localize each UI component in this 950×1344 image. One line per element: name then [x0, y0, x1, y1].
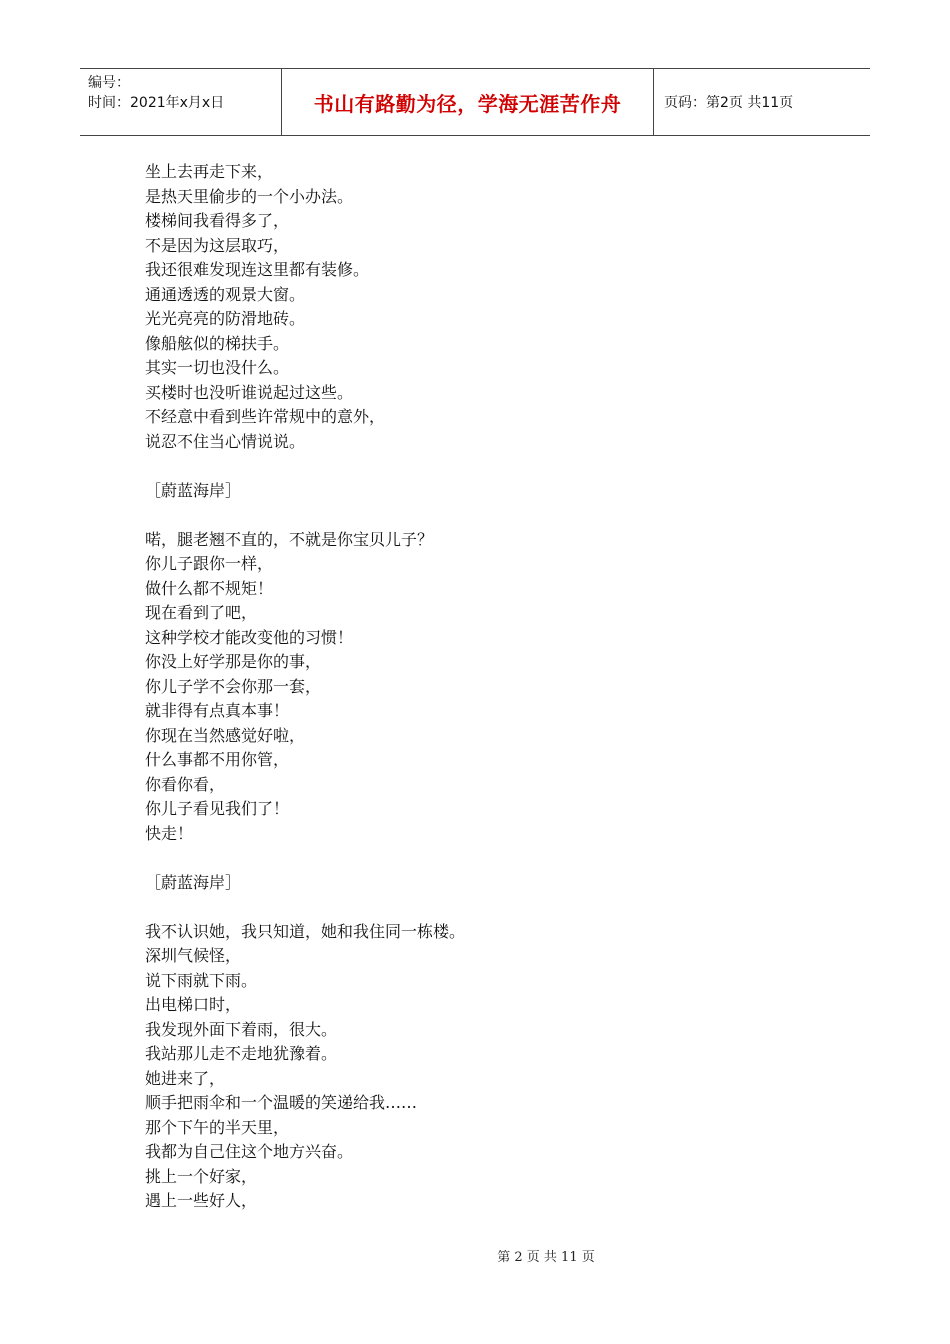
number-label: 编号： — [88, 75, 130, 91]
text-line: 通通透透的观景大窗。 — [145, 284, 306, 304]
paragraph-gap — [145, 454, 845, 479]
text-line: 挑上一个好家， — [145, 1166, 258, 1186]
text-line: 快走！ — [145, 823, 194, 843]
text-line: 我发现外面下着雨，很大。 — [145, 1019, 338, 1039]
text-line: 说下雨就下雨。 — [145, 970, 258, 990]
text-line: 现在看到了吧， — [145, 603, 258, 622]
text-line: 说忍不住当心情说说。 — [145, 431, 306, 451]
page-footer: 第 2 页 共 11 页 — [497, 1250, 595, 1265]
paragraph-gap — [145, 895, 845, 920]
paragraph-gap — [145, 846, 845, 871]
text-line: 那个下午的半天里， — [145, 1117, 290, 1137]
text-line: 这种学校才能改变他的习惯！ — [145, 627, 354, 647]
text-line: 我还很难发现连这里都有装修。 — [145, 260, 370, 279]
text-line: 你儿子跟你一样， — [145, 554, 274, 573]
text-line: 什么事都不用你管， — [145, 750, 290, 769]
text-line: 喏，腿老翘不直的，不就是你宝贝儿子？ — [145, 529, 434, 549]
text-line: 你看你看， — [145, 774, 226, 794]
text-line: ［蔚蓝海岸］ — [145, 872, 242, 892]
text-line: 遇上一些好人， — [145, 1191, 258, 1210]
paragraph-gap — [145, 503, 845, 528]
text-line: 就非得有点真本事！ — [145, 701, 290, 720]
text-line: 光光亮亮的防滑地砖。 — [145, 309, 306, 328]
text-line: 你现在当然感觉好啦， — [145, 725, 306, 745]
text-line: 深圳气候怪， — [145, 946, 242, 965]
text-line: 我都为自己住这个地方兴奋。 — [145, 1142, 354, 1161]
text-line: 你儿子学不会你那一套， — [145, 676, 322, 696]
text-line: 是热天里偷步的一个小办法。 — [145, 186, 354, 206]
text-line: ［蔚蓝海岸］ — [145, 480, 242, 500]
text-line: 你没上好学那是你的事， — [145, 652, 322, 671]
text-line: 出电梯口时， — [145, 995, 242, 1014]
header-meta — [80, 69, 282, 135]
text-line: 楼梯间我看得多了， — [145, 211, 290, 230]
text-line: 不是因为这层取巧， — [145, 235, 290, 255]
time-label: 时间：2021年x月x日 — [88, 95, 225, 111]
text-line: 我站那儿走不走地犹豫着。 — [145, 1044, 338, 1063]
text-line: 其实一切也没什么。 — [145, 358, 290, 377]
text-line: 像船舷似的梯扶手。 — [145, 333, 290, 353]
text-line: 我不认识她，我只知道，她和我住同一栋楼。 — [145, 921, 466, 941]
text-line: 你儿子看见我们了！ — [145, 799, 290, 818]
text-line: 做什么都不规矩！ — [145, 578, 274, 598]
text-line: 顺手把雨伞和一个温暖的笑递给我…… — [145, 1093, 418, 1112]
document-body — [145, 160, 845, 1214]
page-header — [80, 68, 870, 136]
text-line: 坐上去再走下来， — [145, 162, 274, 181]
header-motto: 书山有路勤为径，学海无涯苦作舟 — [282, 69, 654, 135]
header-page-info: 页码：第2页 共11页 — [664, 95, 794, 111]
text-line: 买楼时也没听谁说起过这些。 — [145, 382, 354, 402]
text-line: 她进来了， — [145, 1068, 226, 1088]
text-line: 不经意中看到些许常规中的意外， — [145, 407, 386, 426]
